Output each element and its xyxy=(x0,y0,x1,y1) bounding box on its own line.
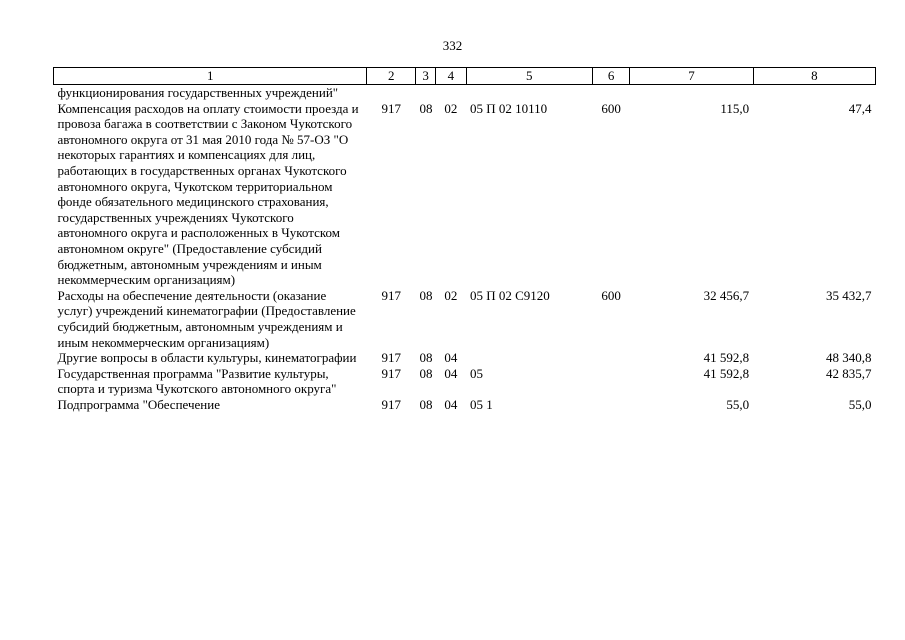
row-subsection: 02 xyxy=(444,100,458,116)
row-target xyxy=(466,350,592,366)
row-type xyxy=(592,397,629,413)
row-name: Государственная программа "Развитие культуры, спорта и туризма Чукотского автономного округа" xyxy=(57,365,337,397)
row-type: 600 xyxy=(601,287,621,303)
row-name: функционирования государственных учреждений" xyxy=(57,85,339,100)
page-number: 332 xyxy=(442,38,463,53)
row-ministry: 917 xyxy=(381,365,401,381)
table-row xyxy=(54,350,876,366)
row-amount2: 47,4 xyxy=(848,100,872,116)
header-cell-target: 5 xyxy=(466,68,592,85)
table-row xyxy=(54,366,876,397)
table-row xyxy=(54,288,876,350)
header-row xyxy=(54,68,876,85)
row-amount1: 32 456,7 xyxy=(703,287,750,303)
row-section xyxy=(415,85,435,101)
row-type xyxy=(592,366,629,397)
row-amount1: 55,0 xyxy=(726,396,750,412)
table-row xyxy=(54,101,876,288)
row-amount2: 42 835,7 xyxy=(826,365,872,381)
row-amount1: 41 592,8 xyxy=(703,365,750,381)
header-cell-amount2: 8 xyxy=(753,68,875,85)
row-section: 08 xyxy=(419,287,433,303)
row-subsection xyxy=(436,85,466,101)
row-amount2 xyxy=(753,85,875,101)
row-ministry: 917 xyxy=(381,100,401,116)
row-amount2: 55,0 xyxy=(848,396,872,412)
row-target: 05 П 02 С9120 xyxy=(470,287,550,303)
row-ministry: 917 xyxy=(381,350,401,366)
row-section: 08 xyxy=(419,100,433,116)
row-subsection: 02 xyxy=(444,287,458,303)
table-row xyxy=(54,397,876,413)
row-name: Компенсация расходов на оплату стоимости проезда и провоза багажа в соответствии с Законом Чукотского автономного округа от 31 мая 2010 года № 57-ОЗ "О некоторых гарантиях и компенсациях для лиц, работающих в государственных органах Чукотского автономного округа, Чукотском территориальном фонде обязательного медицинского страхования, государственных учреждениях Чукотского автономного округа и расположенных в Чукотском автономном округе" (Предоставление субсидий бюджетным, автономным учреждениям и иным некоммерческим организациям) xyxy=(57,100,359,288)
row-section: 08 xyxy=(419,365,433,381)
header-cell-type: 6 xyxy=(592,68,629,85)
row-type: 600 xyxy=(601,100,621,116)
row-amount1 xyxy=(630,85,753,101)
row-target: 05 xyxy=(470,365,483,381)
row-section: 08 xyxy=(419,350,433,366)
row-type xyxy=(592,350,629,366)
header-cell-amount1: 7 xyxy=(630,68,753,85)
row-name: Другие вопросы в области культуры, кинематографии xyxy=(57,350,357,366)
row-ministry: 917 xyxy=(381,396,401,412)
header-cell-subsection: 4 xyxy=(436,68,466,85)
row-amount2: 35 432,7 xyxy=(826,287,872,303)
row-target: 05 П 02 10110 xyxy=(470,100,548,116)
row-amount1: 115,0 xyxy=(720,100,750,116)
row-subsection: 04 xyxy=(444,396,458,412)
row-subsection: 04 xyxy=(444,365,458,381)
table-row xyxy=(54,85,876,101)
row-ministry xyxy=(367,85,416,101)
row-section: 08 xyxy=(419,396,433,412)
row-target: 05 1 xyxy=(470,396,493,412)
row-name: Расходы на обеспечение деятельности (оказание услуг) учреждений кинематографии (Предоставление субсидий бюджетным, автономным учреждениям и иным некоммерческим организациям) xyxy=(57,287,356,350)
row-subsection: 04 xyxy=(444,350,458,366)
row-target xyxy=(466,85,592,101)
budget-table xyxy=(53,67,876,412)
header-cell-name: 1 xyxy=(54,68,367,85)
row-ministry: 917 xyxy=(381,287,401,303)
row-amount2: 48 340,8 xyxy=(826,350,872,366)
header-cell-section: 3 xyxy=(415,68,435,85)
row-amount1: 41 592,8 xyxy=(703,350,750,366)
row-name: Подпрограмма "Обеспечение xyxy=(57,396,220,412)
header-cell-ministry: 2 xyxy=(367,68,416,85)
row-type xyxy=(592,85,629,101)
